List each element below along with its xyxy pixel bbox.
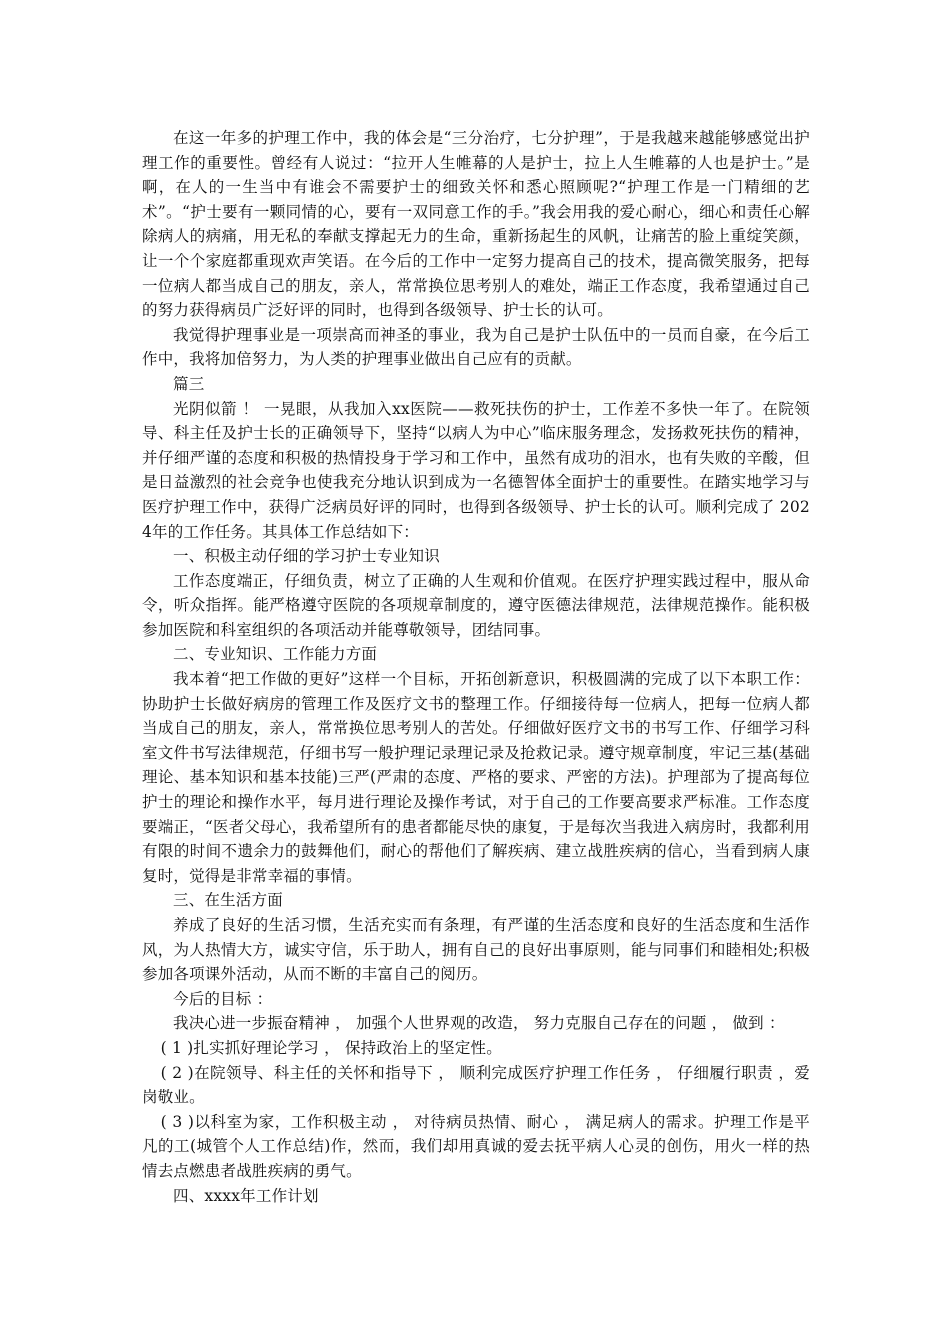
paragraph-year-intro: 光阴似箭 ！ 一晃眼，从我加入xx医院——救死扶伤的护士，工作差不多快一年了。在院领导、科主任及护士长的正确领导下，坚持“以病人为中心”临床服务理念，发扬救死扶伤的精神，并仔细严谨的态度和积极的热情投身于学习和工作中，虽然有成功的泪水，也有失败的辛酸，但是日益激烈的社会竞争也使我充分地认识到成为一名德智体全面护士的重要性。在踏实地学习与医疗护理工作中，获得广泛病员好评的同时，也得到各级领导、护士长的认可。顺利完成了 2024年的工作任务。其具体工作总结如下： bbox=[142, 399, 810, 541]
heading-life: 三、在生活方面 bbox=[173, 891, 283, 910]
paragraph-nursing-career: 我觉得护理事业是一项崇高而神圣的事业，我为自己是护士队伍中的一员而自豪，在今后工作中，我将加倍努力，为人类的护理事业做出自己应有的贡献。 bbox=[142, 325, 810, 369]
heading-future-goals: 今后的目标 ： bbox=[173, 989, 273, 1008]
paragraph-work-attitude: 工作态度端正，仔细负责，树立了正确的人生观和价值观。在医疗护理实践过程中，服从命令，听众指挥。能严格遵守医院的各项规章制度的，遵守医德法律规范，法律规范操作。能积极参加医院和科室组织的各项活动并能尊敬领导，团结同事。 bbox=[142, 571, 810, 639]
heading-professional-ability: 二、专业知识、工作能力方面 bbox=[173, 645, 378, 664]
paragraph-life-habits: 养成了良好的生活习惯，生活充实而有条理，有严谨的生活态度和良好的生活态度和生活作风，为人热情大方，诚实守信，乐于助人，拥有自己的良好出事原则，能与同事们和睦相处;积极参加各项课外活动，从而不断的丰富自己的阅历。 bbox=[142, 916, 810, 984]
heading-professional-study: 一、积极主动仔细的学习护士专业知识 bbox=[173, 547, 440, 566]
section-title-part-three: 篇三 bbox=[173, 374, 205, 393]
document-body bbox=[142, 126, 810, 1208]
heading-work-plan: 四、xxxx年工作计划 bbox=[173, 1186, 319, 1205]
paragraph-duties: 我本着“把工作做的更好”这样一个目标，开拓创新意识，积极圆满的完成了以下本职工作：协助护士长做好病房的管理工作及医疗文书的整理工作。仔细接待每一位病人，把每一位病人都当成自己的朋友，亲人，常常换位思考别人的苦处。仔细做好医疗文书的书写工作、仔细学习科室文件书写法律规范，仔细书写一般护理记录理记录及抢救记录。遵守规章制度，牢记三基(基础理论、基本知识和基本技能)三严(严肃的态度、严格的要求、严密的方法)。护理部为了提高每位护士的理论和操作水平，每月进行理论及操作考试，对于自己的工作要高要求严标准。工作态度要端正，“医者父母心，我希望所有的患者都能尽快的康复，于是每次当我进入病房时，我都利用有限的时间不遗余力的鼓舞他们，耐心的帮他们了解疾病、建立战胜疾病的信心，当看到病人康复时，觉得是非常幸福的事情。 bbox=[142, 670, 810, 885]
paragraph-nursing-experience: 在这一年多的护理工作中，我的体会是“三分治疗，七分护理”，于是我越来越能够感觉出护理工作的重要性。曾经有人说过：“拉开人生帷幕的人是护士，拉上人生帷幕的人也是护士。”是啊，在人的一生当中有谁会不需要护士的细致关怀和悉心照顾呢?“护理工作是一门精细的艺术”。“护士要有一颗同情的心，要有一双同意工作的手。”我会用我的爱心耐心，细心和责任心解除病人的病痛，用无私的奉献支撑起无力的生命，重新扬起生的风帆，让痛苦的脸上重绽笑颜，让一个个家庭都重现欢声笑语。在今后的工作中一定努力提高自己的技术，提高微笑服务，把每一位病人都当成自己的朋友，亲人，常常换位思考别人的难处，端正工作态度，我希望通过自己的努力获得病员广泛好评的同时，也得到各级领导、护士长的认可。 bbox=[142, 129, 810, 320]
goal-item-2: ( 2 )在院领导、科主任的关怀和指导下 ， 顺利完成医疗护理工作任务 ， 仔细履行职责 ，爱岗敬业。 bbox=[142, 1063, 810, 1107]
goal-item-3: ( 3 )以科室为家，工作积极主动 ， 对待病员热情、耐心 ， 满足病人的需求。护理工作是平凡的工(城管个人工作总结)作，然而，我们却用真诚的爱去抚平病人心灵的创伤，用火一样的热情去点燃患者战胜疾病的勇气。 bbox=[142, 1112, 810, 1180]
goal-item-1: ( 1 )扎实抓好理论学习 ， 保持政治上的坚定性。 bbox=[160, 1038, 502, 1057]
paragraph-resolution: 我决心进一步振奋精神 ， 加强个人世界观的改造， 努力克服自己存在的问题 ， 做到 ： bbox=[173, 1014, 785, 1033]
